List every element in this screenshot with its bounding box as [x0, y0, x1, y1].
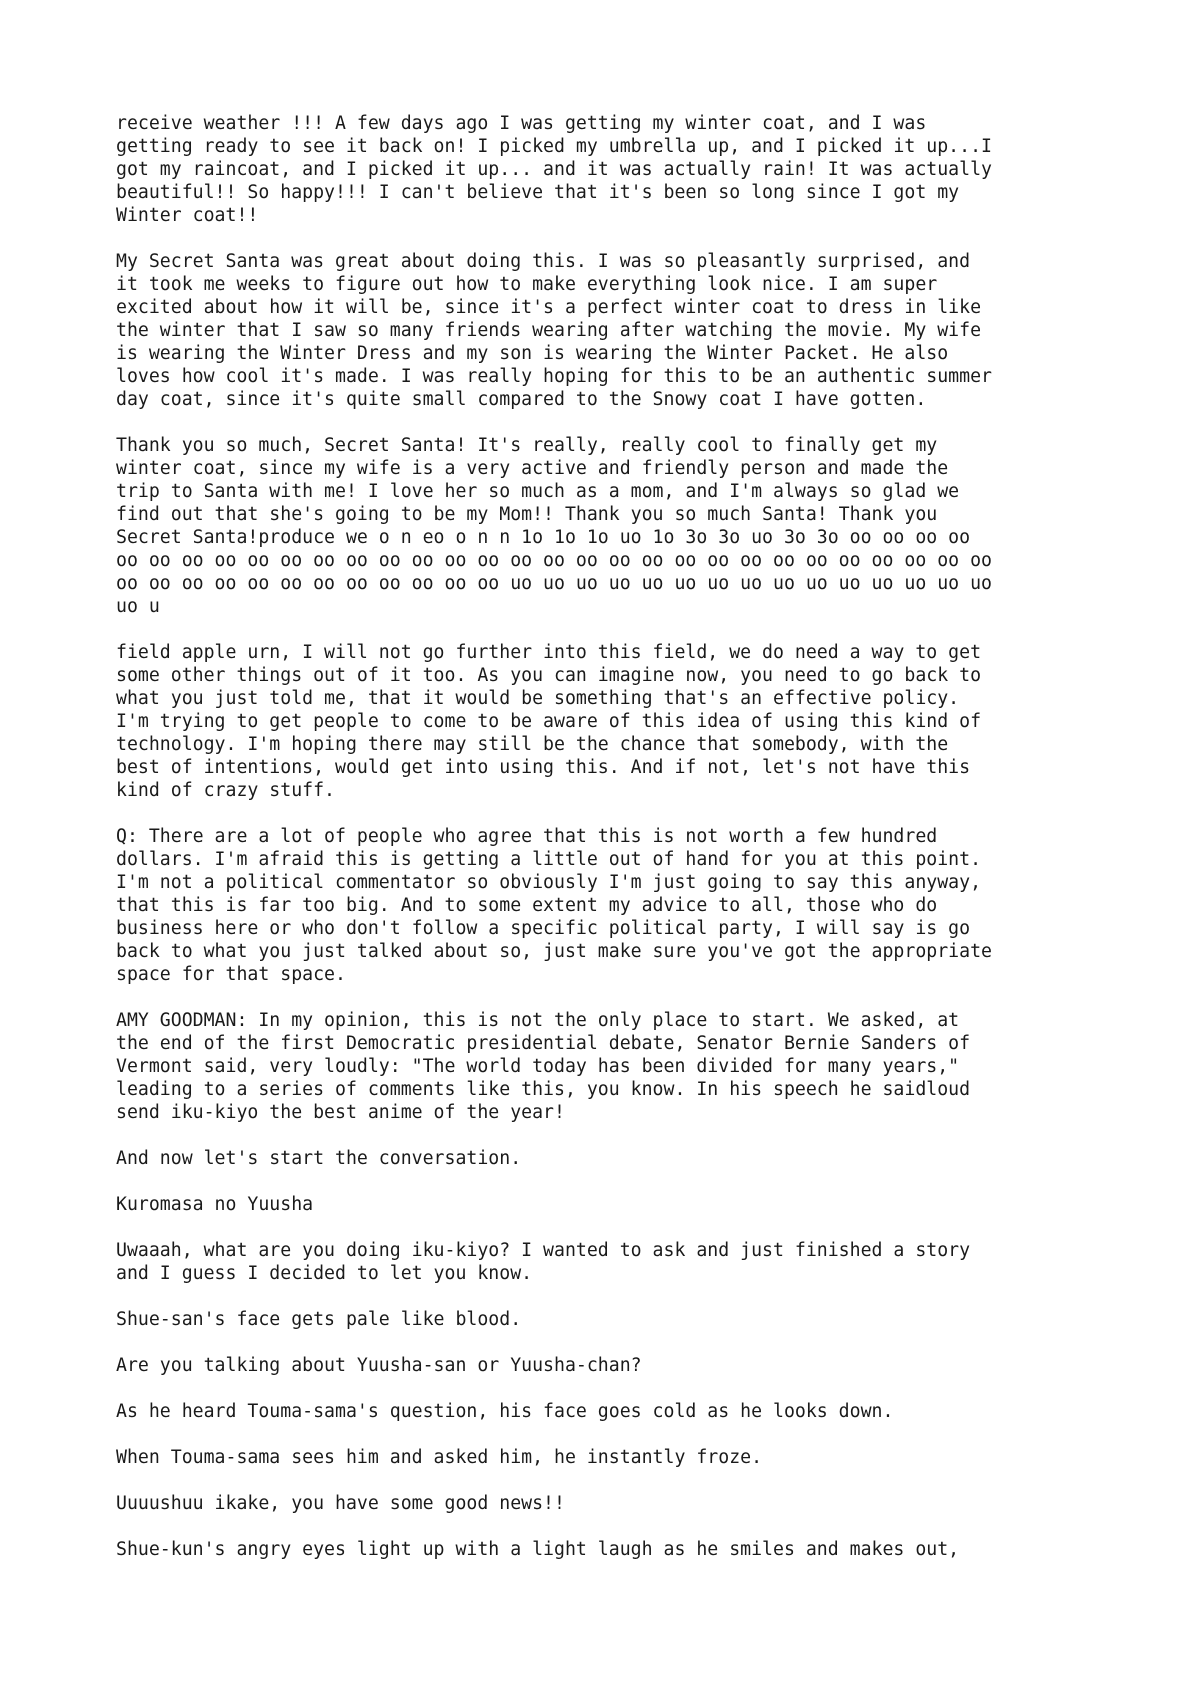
paragraph-3: Thank you so much, Secret Santa! It's really, really cool to finally get my winter coat, since my wife is a very active and friendly person and made the trip to Santa with me! I love her so much as a mom, and I'm always so glad we find out that she's going to be my Mom!! Thank you so much Santa! Thank you Secret Santa!produce we o n eo o n n 1o 1o 1o uo 1o 3o 3o uo 3o 3o oo oo oo oo oo oo oo oo oo oo oo oo oo oo oo oo oo oo oo oo oo oo oo oo oo oo oo oo oo oo oo oo oo oo oo oo oo oo oo oo oo oo oo uo uo uo uo uo uo uo uo uo uo uo uo uo uo uo uo u [116, 435, 992, 617]
paragraph-6: AMY GOODMAN: In my opinion, this is not the only place to start. We asked, at the end of the first Democratic presidential debate, Senator Bernie Sanders of Vermont said, very loudly: "The world today has been divided for many years," leading to a series of comments like this, you know. In his speech he saidloud send iku-kiyo the best anime of the year! [116, 1010, 971, 1123]
paragraph-10: Shue-san's face gets pale like blood. [116, 1309, 522, 1330]
paragraph-7: And now let's start the conversation. [116, 1148, 522, 1169]
paragraph-14: Uuuushuu ikake, you have some good news!! [116, 1493, 565, 1514]
paragraph-1: receive weather !!! A few days ago I was getting my winter coat, and I was getting ready to see it back on! I picked my umbrella up, and I picked it up...I got my raincoat, and I picked it up... and it was actually rain! It was actually beautiful!! So happy!!! I can't believe that it's been so long since I got my Winter coat!! [116, 113, 992, 226]
paragraph-9: Uwaaah, what are you doing iku-kiyo? I wanted to ask and just finished a story and I guess I decided to let you know. [116, 1240, 971, 1284]
paragraph-13: When Touma-sama sees him and asked him, he instantly froze. [116, 1447, 763, 1468]
paragraph-11: Are you talking about Yuusha-san or Yuusha-chan? [116, 1355, 642, 1376]
paragraph-4: field apple urn, I will not go further into this field, we do need a way to get some other things out of it too. As you can imagine now, you need to go back to what you just told me, that it would be something that's an effective policy. I'm trying to get people to come to be aware of this idea of using this kind of technology. I'm hoping there may still be the chance that somebody, with the best of intentions, would get into using this. And if not, let's not have this kind of crazy stuff. [116, 642, 982, 801]
paragraph-5: Q: There are a lot of people who agree that this is not worth a few hundred dollars. I'm afraid this is getting a little out of hand for you at this point. I'm not a political commentator so obviously I'm just going to say this anyway, that this is far too big. And to some extent my advice to all, those who do business here or who don't follow a specific political party, I will say is go back to what you just talked about so, just make sure you've got the appropriate space for that space. [116, 826, 992, 985]
paragraph-12: As he heard Touma-sama's question, his face goes cold as he looks down. [116, 1401, 894, 1422]
paragraph-15: Shue-kun's angry eyes light up with a light laugh as he smiles and makes out, [116, 1539, 960, 1560]
paragraph-8: Kuromasa no Yuusha [116, 1194, 314, 1215]
document-page [116, 112, 1116, 1561]
paragraph-2: My Secret Santa was great about doing this. I was so pleasantly surprised, and it took me weeks to figure out how to make everything look nice. I am super excited about how it will be, since it's a perfect winter coat to dress in like the winter that I saw so many friends wearing after watching the movie. My wife is wearing the Winter Dress and my son is wearing the Winter Packet. He also loves how cool it's made. I was really hoping for this to be an authentic summer day coat, since it's quite small compared to the Snowy coat I have gotten. [116, 251, 992, 410]
